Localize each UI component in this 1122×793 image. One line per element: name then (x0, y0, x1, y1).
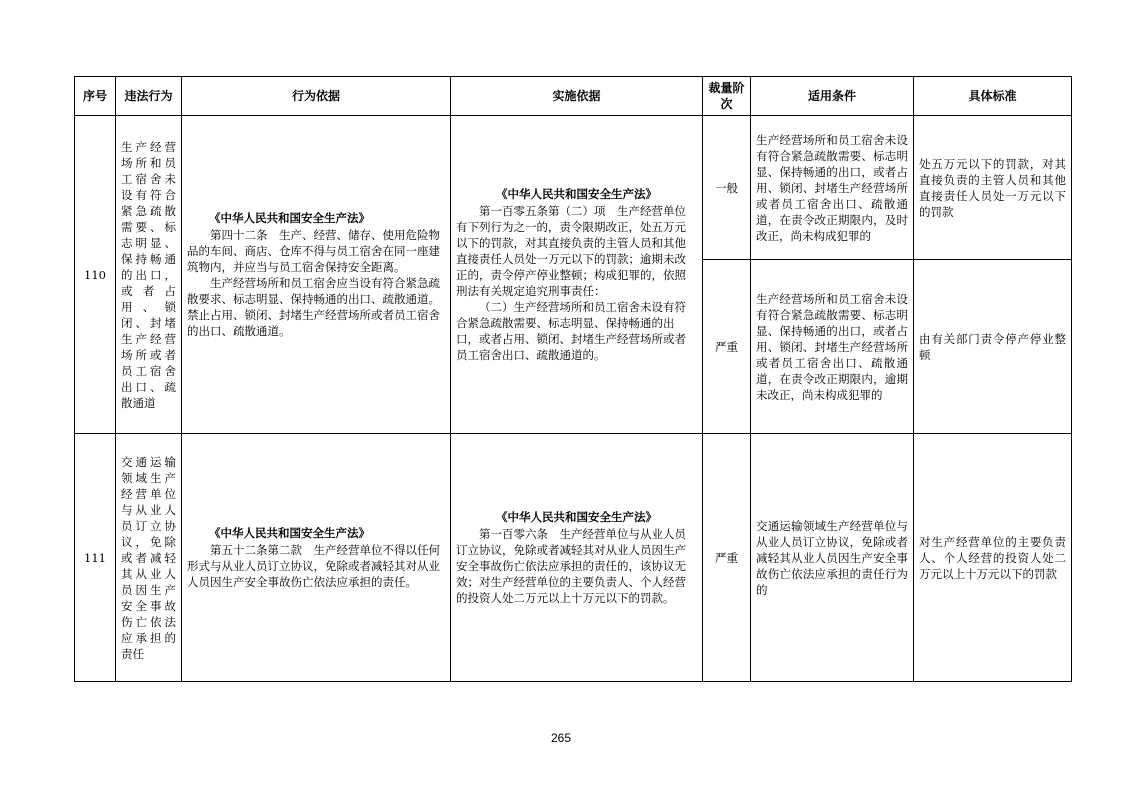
page-number: 265 (550, 731, 572, 745)
basis-law-title: 《中华人民共和国安全生产法》 (209, 526, 370, 540)
implementation-cell (451, 116, 703, 434)
table-row (75, 434, 1072, 682)
row-number: 110 (75, 116, 116, 434)
basis-paragraph: 第四十二条 生产、经营、储存、使用危险物品的车间、商店、仓库不得与员工宿舍在同一座建筑物内，并应当与员工宿舍保持安全距离。 (187, 228, 440, 274)
implementation-paragraph: （二）生产经营场所和员工宿舍未设有符合紧急疏散需要、标志明显、保持畅通的出口，或者占用、锁闭、封堵生产经营场所或者员工宿舍出口、疏散通道的。 (456, 300, 686, 362)
penalty-discretion-table (74, 76, 1072, 682)
implementation-law-title: 《中华人民共和国安全生产法》 (496, 187, 657, 201)
standard-cell: 由有关部门责令停产停业整顿 (914, 260, 1072, 434)
header-level: 裁量阶次 (703, 77, 751, 116)
level-cell: 严重 (703, 260, 751, 434)
condition-cell: 交通运输领域生产经营单位与从业人员订立协议，免除或者减轻其从业人员因生产安全事故伤亡依法应承担的责任行为的 (751, 434, 914, 682)
header-condition: 适用条件 (751, 77, 914, 116)
standard-cell: 处五万元以下的罚款，对其直接负责的主管人员和其他直接责任人员处一万元以下的罚款 (914, 116, 1072, 260)
implementation-paragraph: 第一百零五条第（二）项 生产经营单位有下列行为之一的，责令限期改正，处五万元以下的罚款，对其直接负责的主管人员和其他直接责任人员处一万元以下的罚款；逾期未改正的，责令停产停业整顿；构成犯罪的，依照刑法有关规定追究刑事责任： (456, 204, 686, 298)
header-implementation: 实施依据 (451, 77, 703, 116)
row-number: 111 (75, 434, 116, 682)
implementation-cell (451, 434, 703, 682)
violation-cell: 生产经营场所和员工宿舍未设有符合紧急疏散需要、标志明显、保持畅通的出口，或者占用、锁闭、封堵生产经营场所或者员工宿舍出口、疏散通道 (116, 116, 182, 434)
table-row (75, 116, 1072, 260)
basis-paragraph: 第五十二条第二款 生产经营单位不得以任何形式与从业人员订立协议，免除或者减轻其对从业人员因生产安全事故伤亡依法应承担的责任。 (187, 543, 440, 589)
header-violation: 违法行为 (116, 77, 182, 116)
basis-law-title: 《中华人民共和国安全生产法》 (209, 211, 370, 225)
header-no: 序号 (75, 77, 116, 116)
implementation-law-title: 《中华人民共和国安全生产法》 (496, 510, 657, 524)
basis-cell (182, 116, 451, 434)
header-basis: 行为依据 (182, 77, 451, 116)
basis-paragraph: 生产经营场所和员工宿舍应当设有符合紧急疏散要求、标志明显、保持畅通的出口、疏散通道。禁止占用、锁闭、封堵生产经营场所或者员工宿舍的出口、疏散通道。 (187, 276, 440, 338)
violation-cell: 交通运输领域生产经营单位与从业人员订立协议，免除或者减轻其从业人员因生产安全事故伤亡依法应承担的责任 (116, 434, 182, 682)
level-cell: 严重 (703, 434, 751, 682)
standard-cell: 对生产经营单位的主要负责人、个人经营的投资人处二万元以上十万元以下的罚款 (914, 434, 1072, 682)
condition-cell: 生产经营场所和员工宿舍未设有符合紧急疏散需要、标志明显、保持畅通的出口，或者占用、锁闭、封堵生产经营场所或者员工宿舍出口、疏散通道，在责令改正期限内，及时改正，尚未构成犯罪的 (751, 116, 914, 260)
header-standard: 具体标准 (914, 77, 1072, 116)
implementation-paragraph: 第一百零六条 生产经营单位与从业人员订立协议，免除或者减轻其对从业人员因生产安全事故伤亡依法应承担的责任的，该协议无效；对生产经营单位的主要负责人、个人经营的投资人处二万元以上十万元以下的罚款。 (456, 527, 686, 605)
table-header-row (75, 77, 1072, 116)
basis-cell (182, 434, 451, 682)
level-cell: 一般 (703, 116, 751, 260)
condition-cell: 生产经营场所和员工宿舍未设有符合紧急疏散需要、标志明显、保持畅通的出口，或者占用、锁闭、封堵生产经营场所或者员工宿舍出口、疏散通道，在责令改正期限内，逾期未改正，尚未构成犯罪的 (751, 260, 914, 434)
